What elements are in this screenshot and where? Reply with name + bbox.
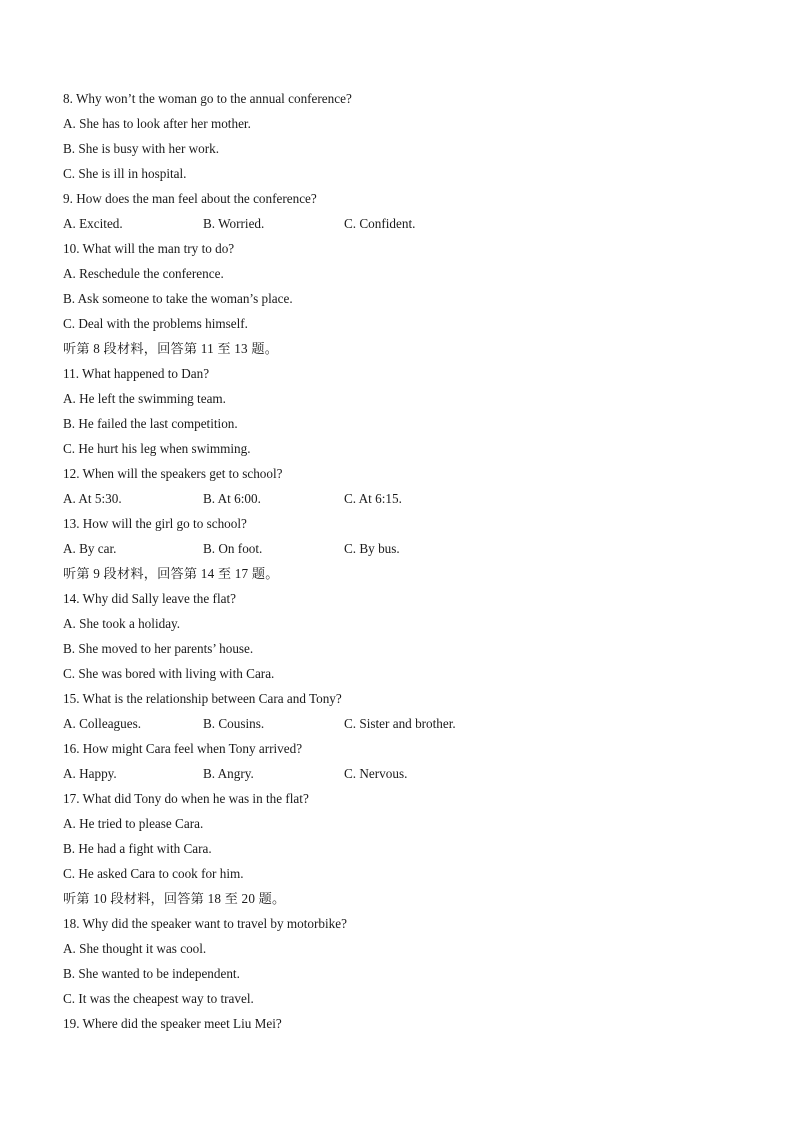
option-row — [63, 539, 743, 564]
question-line: 11. What happened to Dan? — [63, 366, 210, 381]
option-row — [63, 714, 743, 739]
question-line: C. She is ill in hospital. — [63, 166, 187, 181]
question-line: B. He failed the last competition. — [63, 416, 238, 431]
answer-option: C. At 6:15. — [344, 491, 402, 506]
question-line: C. It was the cheapest way to travel. — [63, 991, 254, 1006]
question-line: A. She took a holiday. — [63, 616, 181, 631]
question-line: 18. Why did the speaker want to travel by motorbike? — [63, 916, 347, 931]
question-line: B. Ask someone to take the woman’s place. — [63, 291, 293, 306]
question-line: 19. Where did the speaker meet Liu Mei? — [63, 1016, 282, 1031]
question-line: C. Deal with the problems himself. — [63, 316, 248, 331]
question-line: A. He tried to please Cara. — [63, 816, 204, 831]
question-line: A. She thought it was cool. — [63, 941, 207, 956]
answer-option: C. By bus. — [344, 541, 400, 556]
section-heading: 听第 10 段材料，回答第 18 至 20 题。 — [63, 891, 286, 906]
question-line: A. Reschedule the conference. — [63, 266, 224, 281]
exam-page — [63, 89, 743, 1039]
option-row — [63, 489, 743, 514]
question-line: 17. What did Tony do when he was in the flat? — [63, 791, 309, 806]
answer-option: A. Excited. — [63, 216, 123, 231]
answer-option: B. At 6:00. — [203, 491, 261, 506]
answer-option: A. Happy. — [63, 766, 117, 781]
answer-option: B. Worried. — [203, 216, 265, 231]
question-line: 12. When will the speakers get to school? — [63, 466, 283, 481]
question-line: 14. Why did Sally leave the flat? — [63, 591, 236, 606]
question-line: 13. How will the girl go to school? — [63, 516, 247, 531]
question-line: B. She is busy with her work. — [63, 141, 220, 156]
answer-option: A. At 5:30. — [63, 491, 122, 506]
question-line: 10. What will the man try to do? — [63, 241, 235, 256]
question-line: A. He left the swimming team. — [63, 391, 226, 406]
question-line: 8. Why won’t the woman go to the annual conference? — [63, 91, 352, 106]
answer-option: C. Nervous. — [344, 766, 408, 781]
section-heading: 听第 8 段材料，回答第 11 至 13 题。 — [63, 341, 279, 356]
answer-option: B. On foot. — [203, 541, 263, 556]
question-line: 9. How does the man feel about the conference? — [63, 191, 317, 206]
question-line: 15. What is the relationship between Cara and Tony? — [63, 691, 342, 706]
question-line: C. He asked Cara to cook for him. — [63, 866, 244, 881]
question-line: C. He hurt his leg when swimming. — [63, 441, 251, 456]
question-line: B. He had a fight with Cara. — [63, 841, 212, 856]
answer-option: B. Angry. — [203, 766, 254, 781]
question-line: A. She has to look after her mother. — [63, 116, 251, 131]
answer-option: A. Colleagues. — [63, 716, 142, 731]
question-line: C. She was bored with living with Cara. — [63, 666, 275, 681]
question-line: B. She wanted to be independent. — [63, 966, 240, 981]
section-heading: 听第 9 段材料，回答第 14 至 17 题。 — [63, 566, 279, 581]
option-row — [63, 214, 743, 239]
answer-option: A. By car. — [63, 541, 117, 556]
answer-option: C. Sister and brother. — [344, 716, 456, 731]
answer-option: C. Confident. — [344, 216, 416, 231]
option-row — [63, 764, 743, 789]
question-line: 16. How might Cara feel when Tony arrived? — [63, 741, 303, 756]
question-line: B. She moved to her parents’ house. — [63, 641, 254, 656]
answer-option: B. Cousins. — [203, 716, 265, 731]
